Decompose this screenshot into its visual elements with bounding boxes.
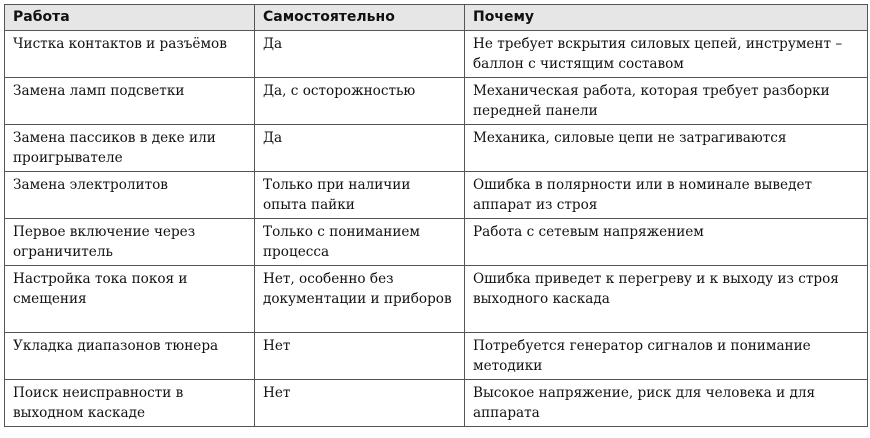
cell-self: Да, с осторожностью <box>255 78 465 125</box>
cell-work: Замена ламп подсветки <box>5 78 255 125</box>
table-row <box>5 219 868 266</box>
cell-why: Механическая работа, которая требует разборки передней панели <box>465 78 868 125</box>
header-why: Почему <box>465 5 868 31</box>
cell-why: Ошибка приведет к перегреву и к выходу из строя выходного каскада <box>465 266 868 333</box>
cell-work: Чистка контактов и разъёмов <box>5 31 255 78</box>
cell-self: Нет <box>255 380 465 427</box>
cell-work: Замена электролитов <box>5 172 255 219</box>
table-row <box>5 380 868 427</box>
table-row <box>5 333 868 380</box>
header-work: Работа <box>5 5 255 31</box>
cell-self: Да <box>255 31 465 78</box>
cell-why: Работа с сетевым напряжением <box>465 219 868 266</box>
table-row <box>5 125 868 172</box>
cell-why: Высокое напряжение, риск для человека и для аппарата <box>465 380 868 427</box>
cell-self: Нет, особенно без документации и приборов <box>255 266 465 333</box>
header-self: Самостоятельно <box>255 5 465 31</box>
cell-why: Ошибка в полярности или в номинале выведет аппарат из строя <box>465 172 868 219</box>
self-service-table <box>4 4 868 427</box>
table-row <box>5 78 868 125</box>
cell-why: Не требует вскрытия силовых цепей, инструмент – баллон с чистящим составом <box>465 31 868 78</box>
cell-why: Потребуется генератор сигналов и понимание методики <box>465 333 868 380</box>
cell-self: Да <box>255 125 465 172</box>
cell-self: Нет <box>255 333 465 380</box>
cell-work: Настройка тока покоя и смещения <box>5 266 255 333</box>
table-row <box>5 172 868 219</box>
cell-work: Первое включение через ограничитель <box>5 219 255 266</box>
cell-why: Механика, силовые цепи не затрагиваются <box>465 125 868 172</box>
cell-self: Только при наличии опыта пайки <box>255 172 465 219</box>
cell-self: Только с пониманием процесса <box>255 219 465 266</box>
cell-work: Замена пассиков в деке или проигрывателе <box>5 125 255 172</box>
table-row <box>5 266 868 333</box>
cell-work: Укладка диапазонов тюнера <box>5 333 255 380</box>
cell-work: Поиск неисправности в выходном каскаде <box>5 380 255 427</box>
table-row <box>5 31 868 78</box>
table-header-row <box>5 5 868 31</box>
